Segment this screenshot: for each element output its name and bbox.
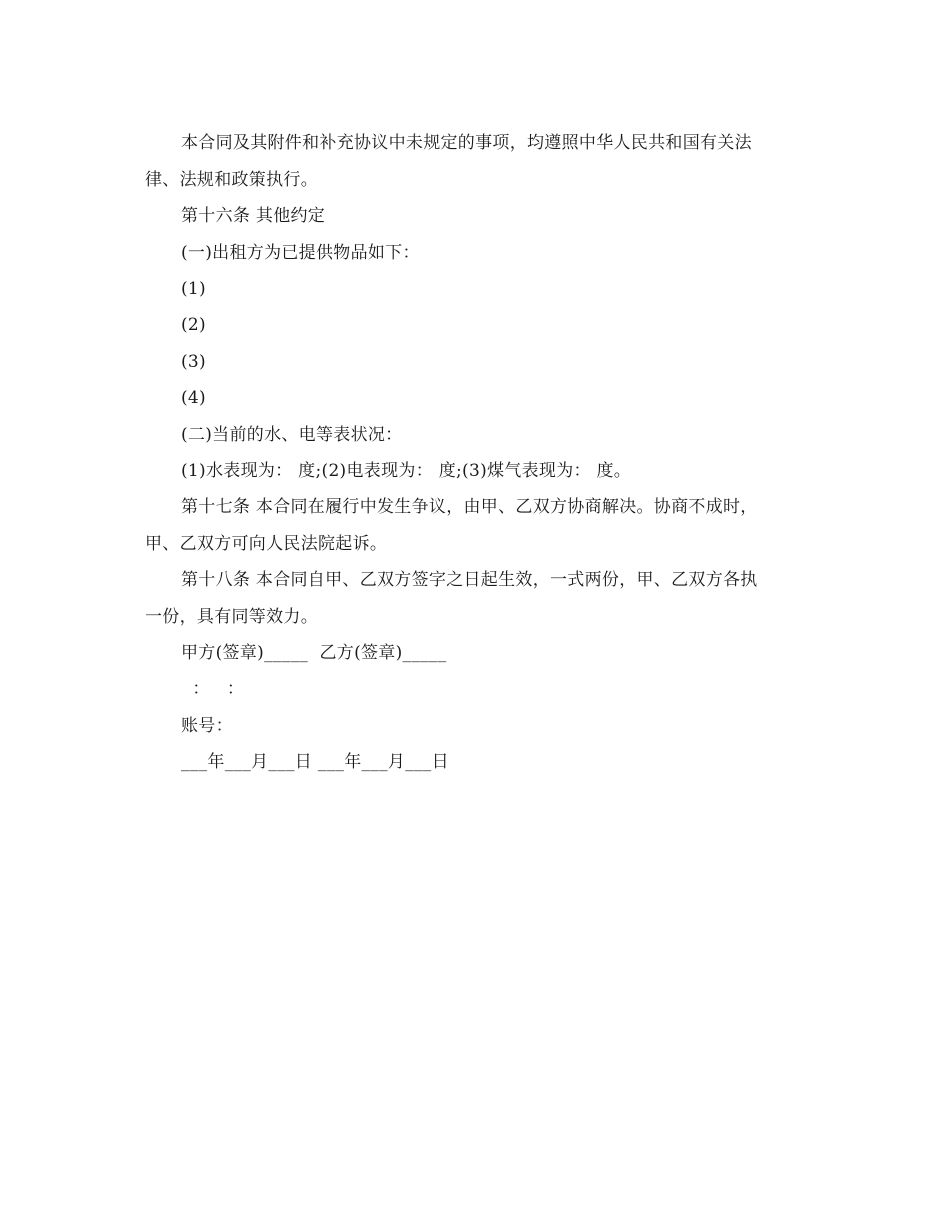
- paragraph-line: (二)当前的水、电等表状况：: [181, 425, 403, 445]
- signature-line: 甲方(签章)_____ 乙方(签章)_____: [181, 643, 447, 663]
- list-item: (3): [181, 352, 206, 372]
- paragraph-line: 第十八条 本合同自甲、乙双方签字之日起生效，一式两份，甲、乙双方各执: [181, 570, 758, 590]
- paragraph-line: (1)水表现为： 度;(2)电表现为： 度;(3)煤气表现为： 度。: [181, 461, 632, 481]
- account-label: 账号：: [181, 716, 233, 736]
- article-heading: 第十六条 其他约定: [181, 206, 326, 226]
- paragraph-line: 本合同及其附件和补充协议中未规定的事项，均遵照中华人民共和国有关法: [181, 133, 752, 153]
- paragraph-line: 第十七条 本合同在履行中发生争议，由甲、乙双方协商解决。协商不成时，: [181, 497, 758, 517]
- paragraph-line: (一)出租方为已提供物品如下：: [181, 243, 420, 263]
- paragraph-line: 甲、乙双方可向人民法院起诉。: [145, 534, 388, 554]
- signature-colons: ： ：: [181, 679, 245, 699]
- paragraph-line: 一份，具有同等效力。: [145, 607, 318, 627]
- list-item: (4): [181, 388, 206, 408]
- list-item: (1): [181, 279, 206, 299]
- date-line: ___年___月___日 ___年___月___日: [181, 752, 449, 772]
- list-item: (2): [181, 315, 206, 335]
- paragraph-line: 律、法规和政策执行。: [145, 170, 318, 190]
